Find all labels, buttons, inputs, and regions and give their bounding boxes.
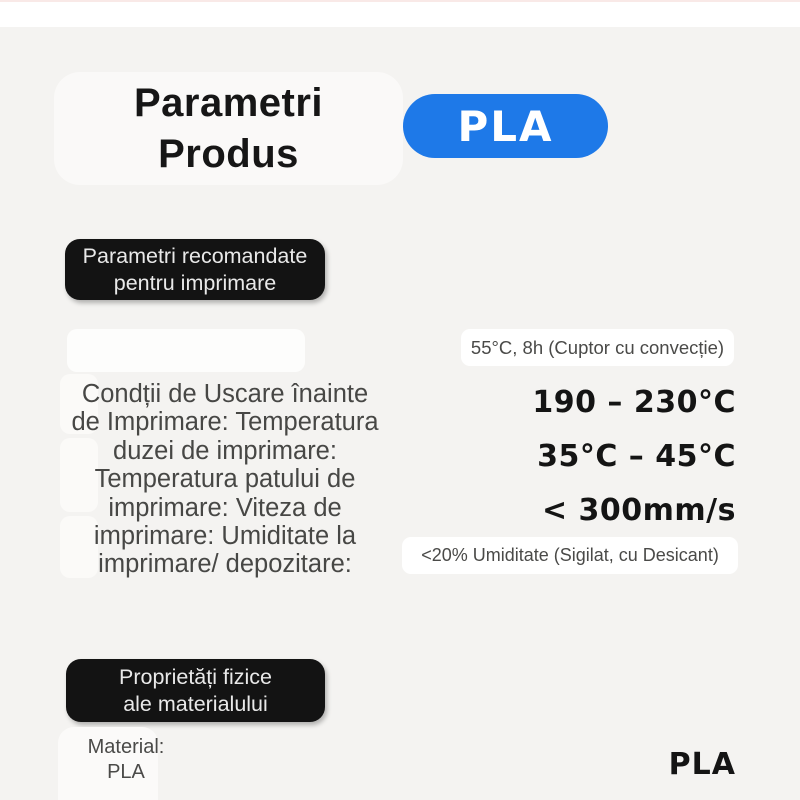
- print-params-labels: [58, 380, 392, 579]
- material-pill-badge: PLA: [403, 94, 608, 158]
- physical-props-section-badge: [66, 659, 325, 722]
- physical-props-badge-line-1: Proprietăți fizice: [119, 664, 272, 689]
- nozzle-temperature-value: 190 – 230°C: [532, 385, 736, 420]
- material-label: Material:: [87, 736, 165, 758]
- print-params-badge-line-1: Parametri recomandate: [82, 243, 308, 268]
- label-line-6: imprimare: Umiditate la: [93, 522, 357, 551]
- label-line-1: Condții de Uscare înainte: [81, 380, 369, 408]
- blank-overlay-rect: [67, 329, 305, 372]
- label-line-4: Temperatura patului de: [94, 465, 356, 494]
- physical-props-badge-line-2: ale materialului: [123, 691, 268, 716]
- print-speed-value: < 300mm/s: [541, 493, 736, 528]
- humidity-value: <20% Umiditate (Sigilat, cu Desicant): [402, 537, 738, 574]
- material-value-right: PLA: [668, 747, 736, 782]
- material-value: PLA: [107, 761, 145, 783]
- label-line-5: imprimare: Viteza de: [108, 493, 342, 522]
- print-params-section-badge: [65, 239, 325, 300]
- top-white-band: [0, 0, 800, 27]
- page-title-line-2: Produs: [158, 131, 299, 176]
- label-line-2: de Imprimare: Temperatura: [71, 408, 379, 437]
- label-line-3: duzei de imprimare:: [113, 436, 337, 465]
- print-params-badge-line-2: pentru imprimare: [113, 270, 277, 295]
- label-line-7: imprimare/ depozitare:: [98, 550, 352, 579]
- bed-temperature-value: 35°C – 45°C: [537, 439, 736, 474]
- material-row: [84, 735, 168, 785]
- title-card: [54, 72, 403, 185]
- page-title-line-1: Parametri: [133, 80, 324, 125]
- drying-condition-value: 55°C, 8h (Cuptor cu convecție): [461, 329, 734, 366]
